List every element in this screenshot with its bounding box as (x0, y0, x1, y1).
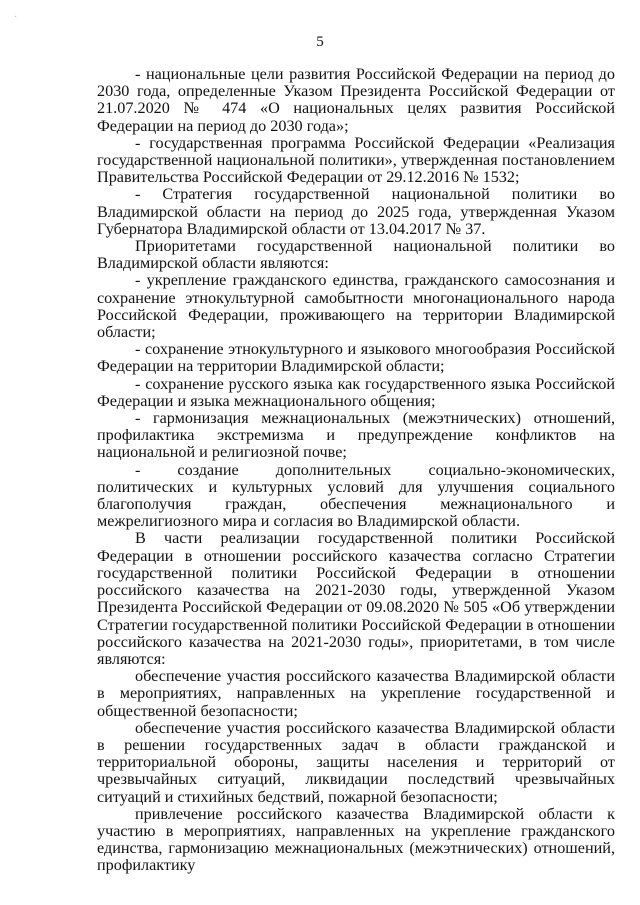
paragraph-ethnocultural-diversity: - сохранение этнокультурного и языкового многообразия Российской Федерации на территории Владимирской области; (97, 340, 615, 376)
paragraph-national-goals: - национальные цели развития Российской Федерации на период до 2030 года, определенные Указом Президента Российской Федерации от 21.07.2020 № 474 «О национальных целях развития Российской Федерации на период до 2030 года»; (97, 65, 615, 135)
paragraph-cossack-security: обеспечение участия российского казачества Владимирской области в мероприятиях, направленных на укрепление государственной и общественной безопасности; (97, 667, 615, 720)
paragraph-additional-conditions: - создание дополнительных социально-экономических, политических и культурных условий для улучшения социального благополучия граждан, обеспечения межнационального и межрелигиозного мира и согласия во Владимирской области. (97, 460, 615, 531)
paragraph-russian-language: - сохранение русского языка как государственного языка Российской Федерации и языка межнационального общения; (97, 374, 615, 410)
paragraph-cossack-policy-intro: В части реализации государственной политики Российской Федерации в отношении российского казачества согласно Стратегии государственной политики Российской Федерации в отношении российского казачества на 2021-2030 годы, утвержденной Указом Президента Российской Федерации от 09.08.2020 № 505 «Об утверждении Стратегии государственной политики Российской Федерации в отношении российского казачества на 2021-2030 годы», приоритетами, в том числе являются: (97, 529, 615, 668)
paragraph-cossack-civil-defense: обеспечение участия российского казачества Владимирской области в решении государственных задач в области гражданской и территориальной обороны, защиты населения и территорий от чрезвычайных ситуаций, ликвидации последствий чрезвычайных ситуаций и стихийных бедствий, пожарной безопасности; (97, 718, 615, 806)
paragraph-civil-unity: - укрепление гражданского единства, гражданского самосознания и сохранение этнокультурной самобытности многонационального народа Российской Федерации, проживающего на территории Владимирской области; (97, 271, 615, 342)
page-number: 5 (316, 34, 324, 50)
paragraph-cossack-civil-unity: привлечение российского казачества Владимирской области к участию в мероприятиях, направленных на укрепление гражданского единства, гармонизацию межнациональных (межэтнических) отношений, профилактику (97, 804, 615, 875)
paragraph-priorities-intro: Приоритетами государственной национальной политики во Владимирской области являются: (97, 237, 615, 273)
paragraph-interethnic-harmony: - гармонизация межнациональных (межэтнических) отношений, профилактика экстремизма и предупреждение конфликтов на национальной и религиозной почве; (97, 409, 615, 462)
document-body (97, 66, 615, 875)
paragraph-regional-strategy: - Стратегия государственной национальной политики во Владимирской области на период до 2025 года, утвержденная Указом Губернатора Владимирской области от 13.04.2017 № 37. (97, 185, 615, 238)
margin-mark: · (14, 12, 18, 23)
paragraph-state-program: - государственная программа Российской Федерации «Реализация государственной национальной политики», утвержденная постановлением Правительства Российской Федерации от 29.12.2016 № 1532; (97, 133, 615, 187)
